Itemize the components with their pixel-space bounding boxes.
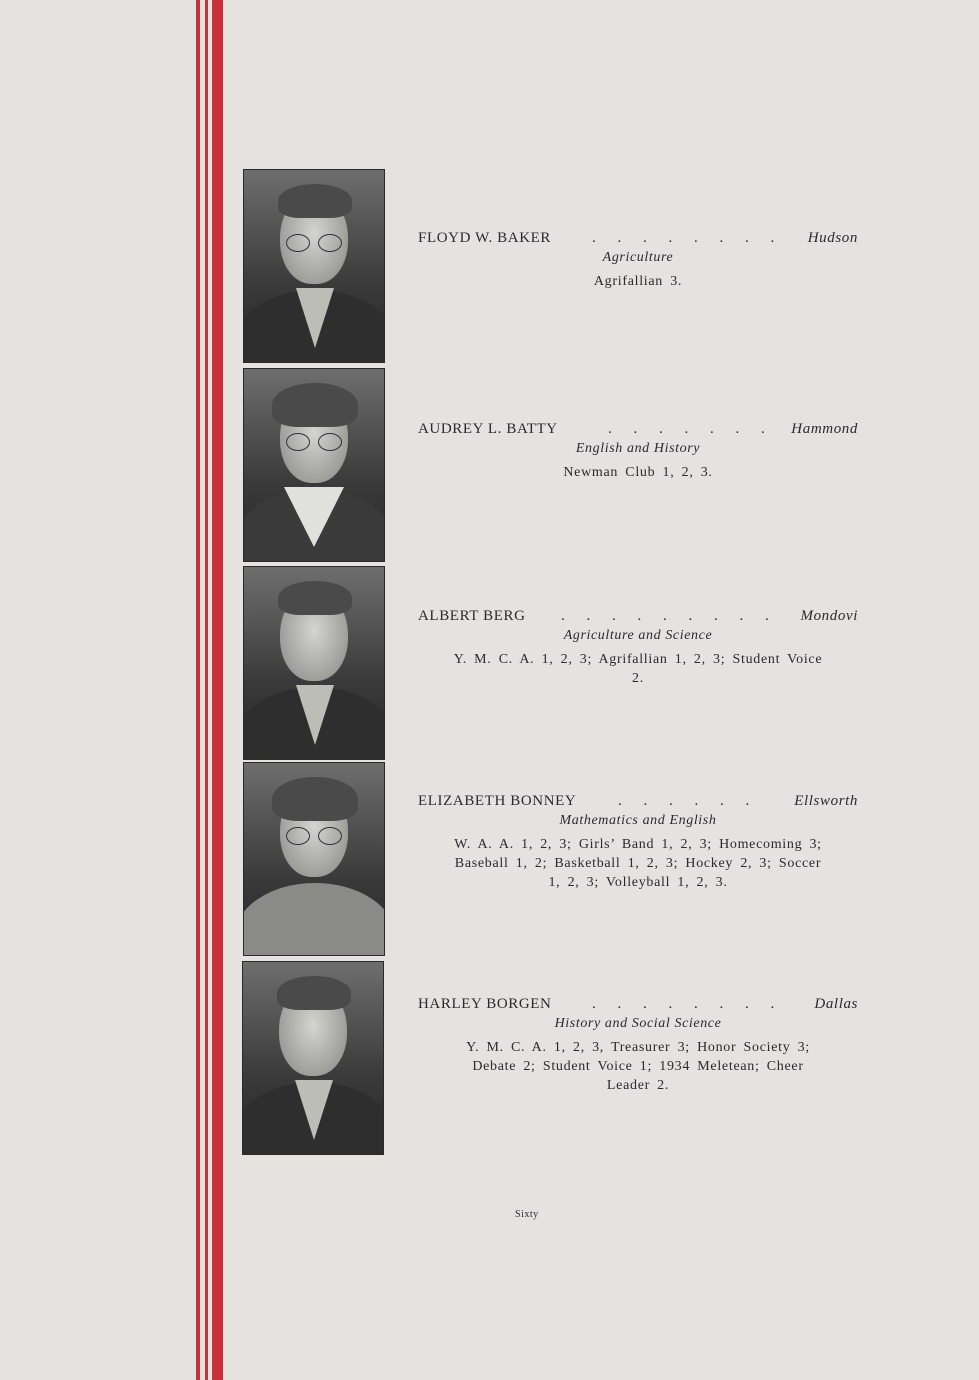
major: Agriculture xyxy=(602,250,674,265)
major: Mathematics and English xyxy=(559,813,717,828)
hometown: Dallas xyxy=(814,996,858,1012)
portrait-photo-bonney xyxy=(243,762,385,956)
activities: Y. M. C. A. 1, 2, 3; Agrifallian 1, 2, 3; Student Voice 2. xyxy=(453,652,823,686)
student-entry xyxy=(418,608,858,688)
leader-dots: . . . . . . . . . xyxy=(561,608,778,624)
student-name: HARLEY BORGEN xyxy=(418,996,552,1012)
red-border-stripe xyxy=(205,0,208,1380)
student-entry xyxy=(418,996,858,1095)
student-name: FLOYD W. BAKER xyxy=(418,230,551,246)
leader-dots: . . . . . . . . xyxy=(592,230,784,246)
student-name: ELIZABETH BONNEY xyxy=(418,793,577,809)
activities: Newman Club 1, 2, 3. xyxy=(563,465,713,480)
leader-dots: . . . . . . . xyxy=(608,421,774,437)
portrait-photo-baker xyxy=(243,169,385,363)
student-entry xyxy=(418,793,858,892)
major: English and History xyxy=(575,441,701,456)
student-name: ALBERT BERG xyxy=(418,608,526,624)
red-border-stripe xyxy=(196,0,200,1380)
activities: W. A. A. 1, 2, 3; Girls’ Band 1, 2, 3; Homecoming 3; Baseball 1, 2; Basketball 1, 2, 3; Hockey 2, 3; Soccer 1, 2, 3; Volleyball 1, 2, 3. xyxy=(454,837,822,890)
red-border-stripe xyxy=(212,0,223,1380)
hometown: Mondovi xyxy=(800,608,858,624)
student-name: AUDREY L. BATTY xyxy=(418,421,558,437)
hometown: Hudson xyxy=(807,230,858,246)
hometown: Ellsworth xyxy=(794,793,858,809)
portrait-photo-batty xyxy=(243,368,385,562)
major: History and Social Science xyxy=(554,1016,722,1031)
hometown: Hammond xyxy=(791,421,858,437)
leader-dots: . . . . . . . . xyxy=(592,996,784,1012)
page-number: Sixty xyxy=(515,1209,539,1220)
leader-dots: . . . . . . xyxy=(618,793,759,809)
student-entry xyxy=(418,421,858,482)
activities: Agrifallian 3. xyxy=(593,274,683,289)
major: Agriculture and Science xyxy=(563,628,713,643)
activities: Y. M. C. A. 1, 2, 3, Treasurer 3; Honor Society 3; Debate 2; Student Voice 1; 1934 Meletean; Cheer Leader 2. xyxy=(466,1040,810,1093)
student-entry xyxy=(418,230,858,291)
portrait-photo-borgen xyxy=(242,961,384,1155)
portrait-photo-berg xyxy=(243,566,385,760)
